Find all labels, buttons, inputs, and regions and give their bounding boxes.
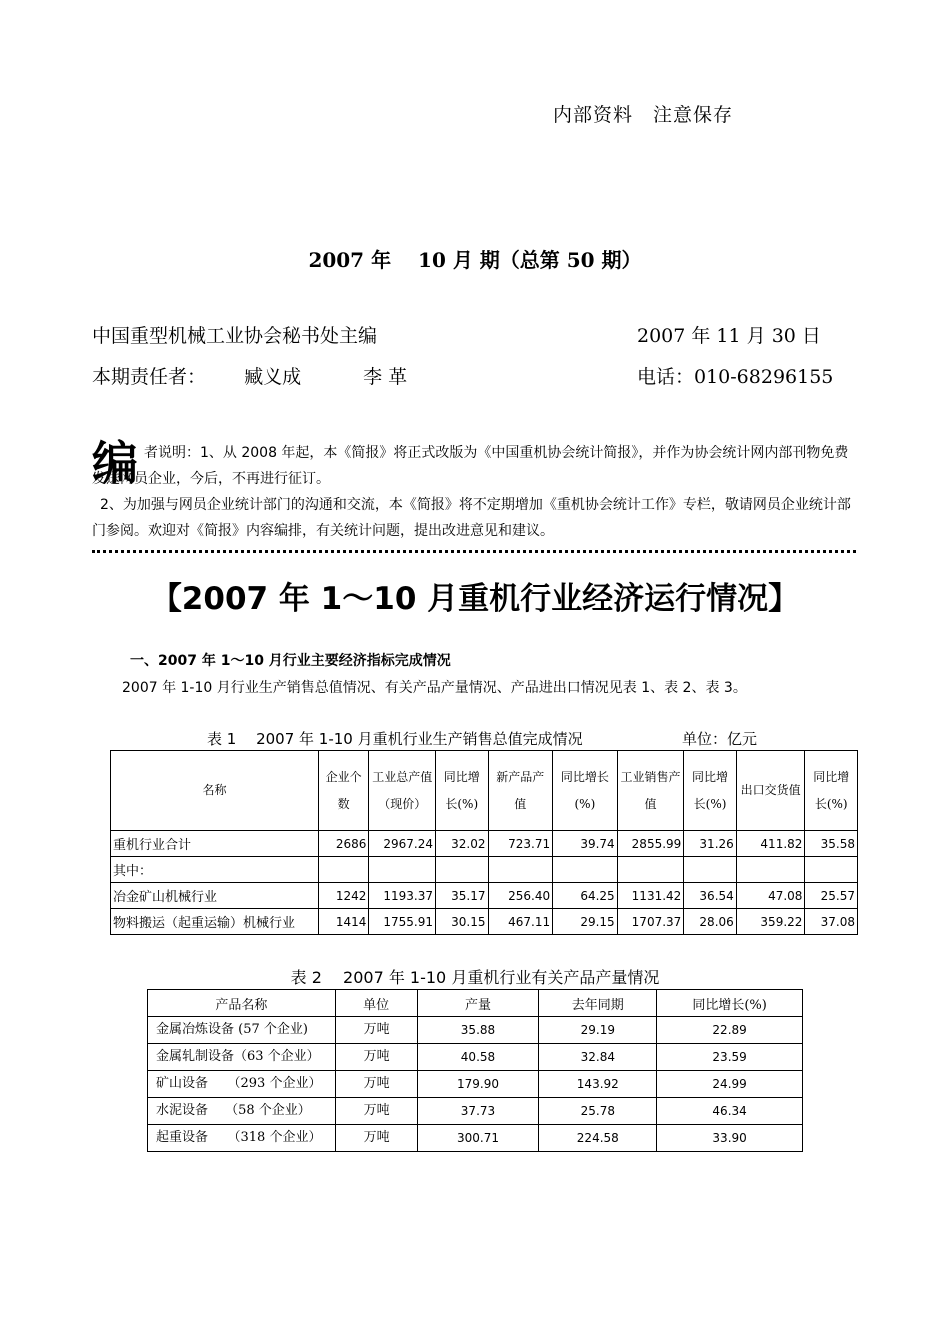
t2-cell: 224.58: [539, 1125, 657, 1152]
t2-cell-product: 金属冶炼设备 (57 个企业): [148, 1017, 336, 1044]
issue-title: 2007 年 10 月 期（总第 50 期）: [308, 248, 642, 272]
t2-cell: 300.71: [417, 1125, 539, 1152]
telephone: 电话：010-68296155: [637, 366, 834, 388]
t2-cell: 25.78: [539, 1098, 657, 1125]
t2-cell: 35.88: [417, 1017, 539, 1044]
table-row: [111, 857, 858, 883]
t1-cell: 1414: [318, 909, 368, 935]
responsible-person-1: 臧义成: [244, 366, 302, 388]
t1-cell: 64.25: [553, 883, 618, 909]
section-1-title: 一、2007 年 1～10 月行业主要经济指标完成情况: [130, 653, 451, 669]
confidential-label: 内部资料 注意保存: [553, 104, 734, 126]
t1-header-output: 工业总产值（现价）: [369, 751, 436, 831]
t1-cell: 25.57: [805, 883, 858, 909]
t2-cell-unit: 万吨: [335, 1044, 417, 1071]
t2-cell-unit: 万吨: [335, 1125, 417, 1152]
table-row: [111, 831, 858, 857]
t1-header-sales: 工业销售产值: [617, 751, 684, 831]
t2-cell: 24.99: [657, 1071, 803, 1098]
publish-date: 2007 年 11 月 30 日: [637, 325, 821, 347]
t2-cell-product: 水泥设备 （58 个企业）: [148, 1098, 336, 1125]
t1-cell: [488, 857, 553, 883]
t1-cell: 1131.42: [617, 883, 684, 909]
table-row: [111, 883, 858, 909]
t1-cell: 31.26: [684, 831, 736, 857]
t1-cell-name: 物料搬运（起重运输）机械行业: [111, 909, 319, 935]
t2-cell: 40.58: [417, 1044, 539, 1071]
t1-cell: 1707.37: [617, 909, 684, 935]
t1-cell: 256.40: [488, 883, 553, 909]
t1-cell-name: 重机行业合计: [111, 831, 319, 857]
table-row: [148, 1125, 803, 1152]
t1-cell: 2855.99: [617, 831, 684, 857]
t1-cell: 29.15: [553, 909, 618, 935]
dotted-divider: [92, 550, 856, 553]
t1-cell: 2967.24: [369, 831, 436, 857]
editor-note-paragraph-1: 者说明：1、从 2008 年起，本《简报》将正式改版为《中国重机协会统计简报》，并作为协会统计网内部刊物免费发送网员企业，今后，不再进行征订。: [92, 445, 849, 487]
t1-cell: [318, 857, 368, 883]
t1-cell: 359.22: [736, 909, 805, 935]
t2-cell: 33.90: [657, 1125, 803, 1152]
t2-header-growth: 同比增长(%): [657, 990, 803, 1017]
t1-cell: 1755.91: [369, 909, 436, 935]
table-row: [111, 909, 858, 935]
table-2: [147, 989, 803, 1152]
table-1-title: 表 1 2007 年 1-10 月重机行业生产销售总值完成情况: [207, 730, 583, 748]
t2-header-product: 产品名称: [148, 990, 336, 1017]
t1-cell: [553, 857, 618, 883]
t2-cell-product: 矿山设备 （293 个企业）: [148, 1071, 336, 1098]
t1-cell: 39.74: [553, 831, 618, 857]
t2-header-output: 产量: [417, 990, 539, 1017]
table-1: [110, 750, 858, 935]
t1-cell: 37.08: [805, 909, 858, 935]
t2-cell-unit: 万吨: [335, 1017, 417, 1044]
t2-cell-unit: 万吨: [335, 1071, 417, 1098]
t1-header-growth-2: 同比增长(%): [553, 751, 618, 831]
t1-header-new-product: 新产品产值: [488, 751, 553, 831]
t1-cell-name: 其中：: [111, 857, 319, 883]
table-row: [148, 1098, 803, 1125]
t1-cell: 1193.37: [369, 883, 436, 909]
responsible-person-2: 李 革: [363, 366, 408, 388]
t1-cell: 36.54: [684, 883, 736, 909]
t2-cell: 37.73: [417, 1098, 539, 1125]
t2-cell: 23.59: [657, 1044, 803, 1071]
t2-cell-unit: 万吨: [335, 1098, 417, 1125]
responsible-label: 本期责任者：: [92, 366, 207, 388]
section-1-text: 2007 年 1-10 月行业生产销售总值情况、有关产品产量情况、产品进出口情况见表 1、表 2、表 3。: [122, 680, 747, 696]
t1-cell: [369, 857, 436, 883]
t2-cell: 143.92: [539, 1071, 657, 1098]
t1-cell: 35.17: [436, 883, 488, 909]
headline: 【2007 年 1～10 月重机行业经济运行情况】: [150, 581, 800, 617]
t1-cell: [805, 857, 858, 883]
t1-cell: 2686: [318, 831, 368, 857]
editor-note-paragraph-2: 2、为加强与网员企业统计部门的沟通和交流，本《简报》将不定期增加《重机协会统计工作》专栏，敬请网员企业统计部门参阅。欢迎对《简报》内容编排，有关统计问题，提出改进意见和建议。: [92, 497, 851, 539]
t2-cell: 32.84: [539, 1044, 657, 1071]
t1-cell: [617, 857, 684, 883]
t1-cell: 1242: [318, 883, 368, 909]
table-1-unit: 单位：亿元: [682, 730, 758, 748]
t2-cell-product: 金属轧制设备（63 个企业）: [148, 1044, 336, 1071]
t2-header-unit: 单位: [335, 990, 417, 1017]
t1-cell: 30.15: [436, 909, 488, 935]
editor-note-initial: 编: [92, 436, 138, 490]
t1-header-growth-3: 同比增长(%): [684, 751, 736, 831]
t1-header-name: 名称: [111, 751, 319, 831]
table-row: [148, 1071, 803, 1098]
t1-header-growth-4: 同比增长(%): [805, 751, 858, 831]
t1-cell: 723.71: [488, 831, 553, 857]
t1-cell: 411.82: [736, 831, 805, 857]
table-row: [148, 1017, 803, 1044]
t1-header-growth-1: 同比增长(%): [436, 751, 488, 831]
t1-cell: 35.58: [805, 831, 858, 857]
t2-cell: 179.90: [417, 1071, 539, 1098]
t1-cell: 467.11: [488, 909, 553, 935]
t1-cell: 28.06: [684, 909, 736, 935]
responsible-line: [92, 362, 407, 389]
t2-cell: 29.19: [539, 1017, 657, 1044]
t2-cell: 46.34: [657, 1098, 803, 1125]
t2-cell: 22.89: [657, 1017, 803, 1044]
t1-header-count: 企业个数: [318, 751, 368, 831]
editor-note: [92, 436, 862, 544]
table-row: [148, 1044, 803, 1071]
t1-cell: [736, 857, 805, 883]
t1-cell: [436, 857, 488, 883]
t1-cell-name: 冶金矿山机械行业: [111, 883, 319, 909]
editor-line: 中国重型机械工业协会秘书处主编: [92, 325, 378, 347]
t1-cell: 32.02: [436, 831, 488, 857]
table-2-caption: 表 2 2007 年 1-10 月重机行业有关产品产量情况: [290, 968, 660, 987]
t2-cell-product: 起重设备 （318 个企业）: [148, 1125, 336, 1152]
t1-cell: [684, 857, 736, 883]
t1-header-export: 出口交货值: [736, 751, 805, 831]
table-1-caption: [207, 728, 758, 749]
t2-header-last-year: 去年同期: [539, 990, 657, 1017]
t1-cell: 47.08: [736, 883, 805, 909]
